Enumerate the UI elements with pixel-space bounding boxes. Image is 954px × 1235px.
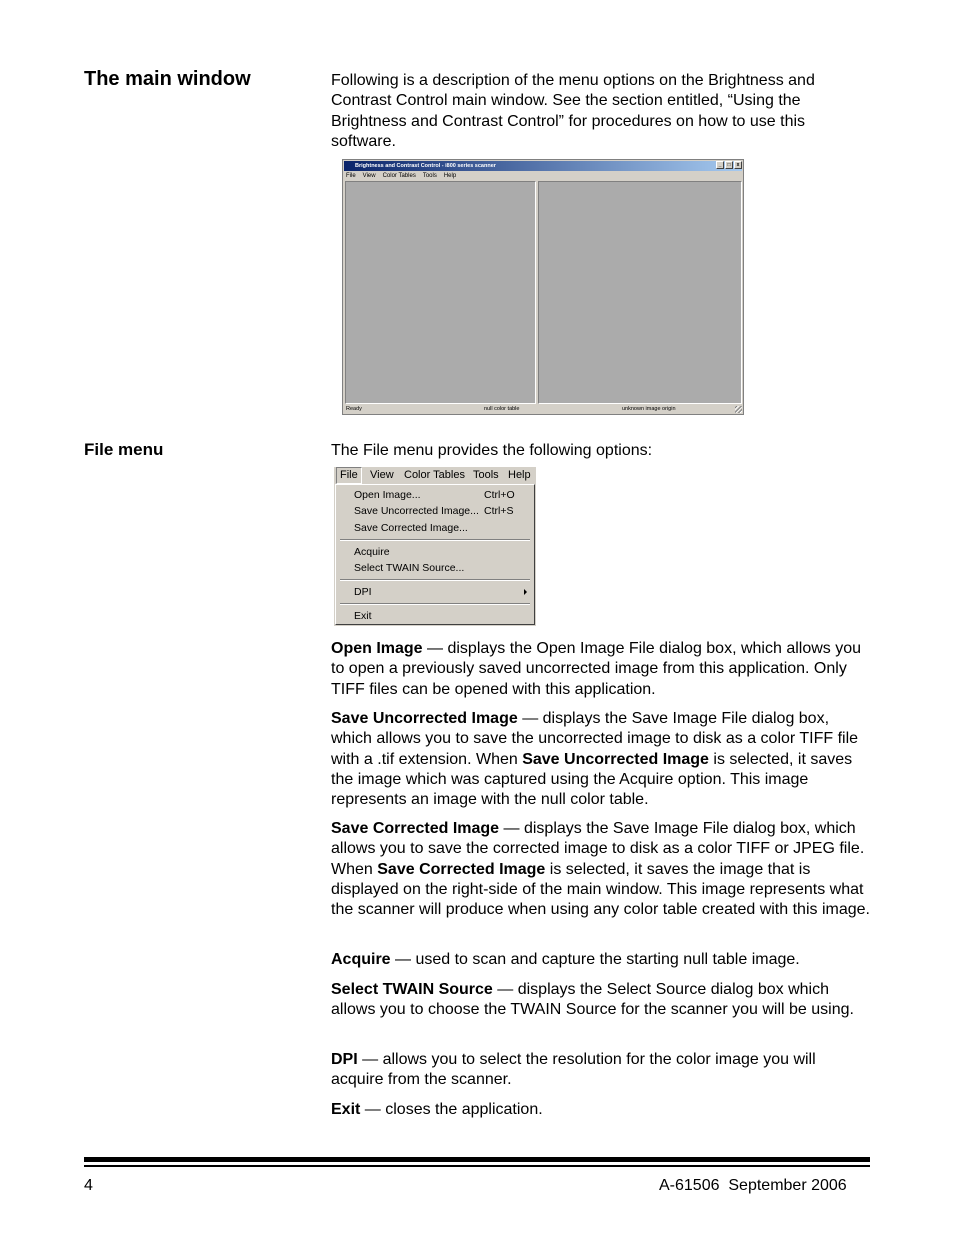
term-save-corrected-2: Save Corrected Image — [377, 860, 546, 878]
desc-open-image — [331, 639, 871, 700]
maximize-icon[interactable]: □ — [725, 161, 733, 169]
desc-dpi — [331, 1050, 871, 1091]
menubar-file[interactable]: File — [336, 467, 362, 484]
term-exit: Exit — [331, 1101, 361, 1118]
menubar-color-tables[interactable]: Color Tables — [404, 469, 465, 481]
desc-save-corrected-text2: is selected, it saves the image that is displayed on the right-side of the main window. This image represents what the scanner will produce when using any color table created with this image. — [331, 860, 870, 919]
term-save-uncorrected-2: Save Uncorrected Image — [522, 750, 709, 768]
desc-acquire — [331, 950, 871, 970]
menu-separator — [340, 539, 530, 541]
footer-rule-thin — [84, 1165, 870, 1167]
term-open-image: Open Image — [331, 640, 423, 657]
submenu-arrow-icon — [524, 589, 527, 595]
desc-acquire-text: — used to scan and capture the starting null table image. — [390, 951, 800, 968]
term-select-twain: Select TWAIN Source — [331, 981, 493, 998]
term-dpi: DPI — [331, 1051, 358, 1068]
menu-item-exit[interactable]: Exit — [354, 610, 372, 622]
resize-grip-icon[interactable] — [735, 406, 742, 413]
section-heading-main-window: The main window — [84, 68, 251, 90]
desc-save-uncorrected-text2: is selected, it saves the image which was captured using the Acquire option. This image represents an image with the null color table. — [331, 750, 853, 809]
shortcut-open-image: Ctrl+O — [484, 489, 515, 501]
footer-rule-thick — [84, 1157, 870, 1162]
desc-exit — [331, 1100, 871, 1120]
menu-file[interactable]: File — [346, 173, 356, 179]
menubar-tools[interactable]: Tools — [473, 469, 499, 481]
menu-help[interactable]: Help — [443, 173, 457, 179]
main-window-screenshot — [342, 159, 744, 415]
menu-item-select-twain-source[interactable]: Select TWAIN Source... — [354, 562, 465, 574]
menu-separator — [340, 579, 530, 581]
menu-tools[interactable]: Tools — [422, 173, 437, 179]
file-dropdown — [335, 484, 535, 625]
desc-open-image-text: — displays the Open Image File dialog box, which allows you to open a previously saved uncorrected image from this application. Only TIFF files can be opened with this application. — [331, 640, 862, 698]
menubar-help[interactable]: Help — [508, 469, 531, 481]
minimize-icon[interactable]: _ — [716, 161, 724, 169]
menubar-view[interactable]: View — [370, 469, 394, 481]
close-icon[interactable]: x — [734, 161, 742, 169]
section-heading-file-menu: File menu — [84, 440, 164, 459]
desc-save-corrected-text1: — displays the Save Image File dialog box, which allows you to save the corrected image to disk as a color TIFF or JPEG file. When — [331, 820, 865, 878]
uncorrected-image-pane — [345, 181, 536, 404]
desc-dpi-text: — allows you to select the resolution for the color image you will acquire from the scanner. — [331, 1051, 816, 1089]
menu-separator — [340, 603, 530, 605]
footer-doc-id: A-61506 September 2006 — [659, 1177, 847, 1194]
menu-color-tables[interactable]: Color Tables — [382, 173, 416, 179]
menu-item-save-corrected[interactable]: Save Corrected Image... — [354, 522, 468, 534]
term-acquire: Acquire — [331, 951, 391, 968]
menu-view[interactable]: View — [362, 173, 376, 179]
status-image-origin: unknown image origin — [622, 406, 676, 412]
file-menu-menubar — [334, 467, 536, 484]
desc-select-twain-text: — displays the Select Source dialog box which allows you to choose the TWAIN Source for the scanner you will be using. — [331, 981, 854, 1019]
corrected-image-pane — [538, 181, 742, 404]
menu-item-acquire[interactable]: Acquire — [354, 546, 390, 558]
desc-save-uncorrected-text1: — displays the Save Image File dialog box, which allows you to save the uncorrected image to disk as a color TIFF file with a .tif extension. When — [331, 710, 859, 768]
term-save-corrected: Save Corrected Image — [331, 820, 500, 837]
term-save-uncorrected: Save Uncorrected Image — [331, 710, 518, 727]
status-color-table: null color table — [484, 406, 520, 412]
status-ready: Ready — [346, 406, 362, 412]
status-bar — [344, 405, 742, 413]
shortcut-save-uncorrected: Ctrl+S — [484, 505, 514, 517]
page-number: 4 — [84, 1177, 93, 1194]
file-menu-screenshot — [334, 467, 536, 626]
desc-select-twain — [331, 980, 871, 1021]
menu-item-dpi[interactable]: DPI — [354, 586, 372, 598]
desc-save-uncorrected — [331, 709, 871, 810]
menu-item-open-image[interactable]: Open Image... — [354, 489, 421, 501]
window-menubar — [346, 172, 456, 180]
intro-paragraph: Following is a description of the menu options on the Brightness and Contrast Control main window. See the section entitled, “Using the Brightness and Contrast Control” for procedures on how to use this software. — [331, 72, 815, 150]
window-title: Brightness and Contrast Control - i800 series scanner — [344, 161, 742, 171]
file-menu-intro: The File menu provides the following options: — [331, 442, 653, 459]
menu-item-save-uncorrected[interactable]: Save Uncorrected Image... — [354, 505, 479, 517]
desc-exit-text: — closes the application. — [360, 1101, 543, 1118]
desc-save-corrected — [331, 819, 871, 920]
